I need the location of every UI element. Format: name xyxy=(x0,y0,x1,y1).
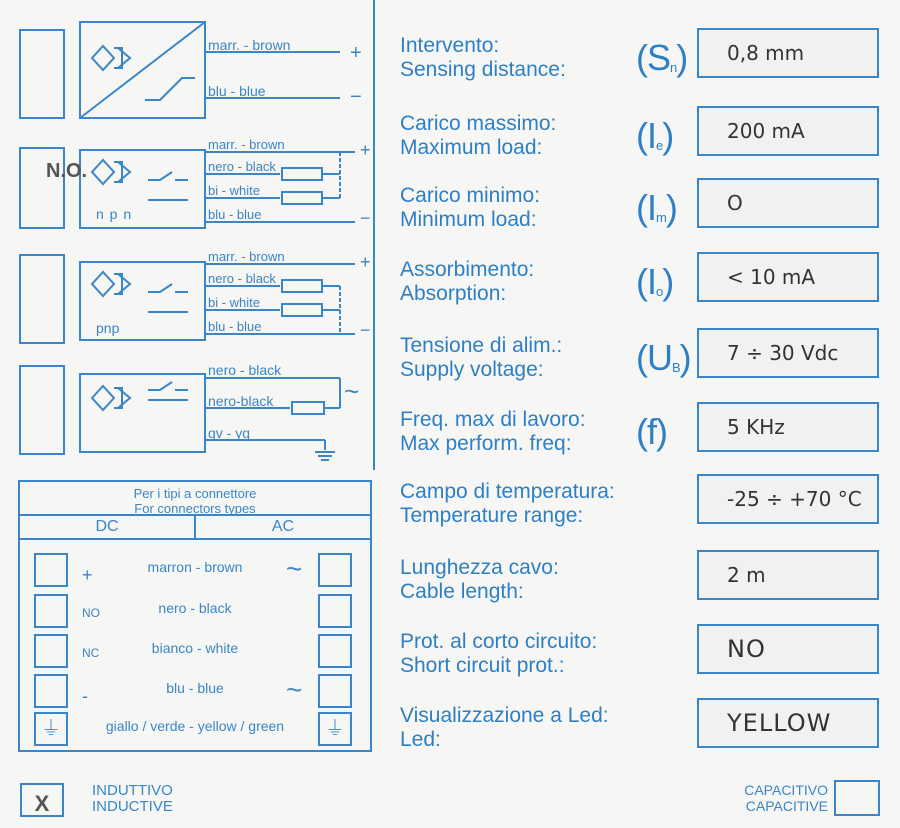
d4-wire2-label: nero-black xyxy=(208,393,274,409)
d2-wire4-label: blu - blue xyxy=(208,207,262,222)
spec-value-box xyxy=(697,252,879,302)
d1-wire1-label: marr. - brown xyxy=(208,37,291,53)
connector-left-pin xyxy=(34,674,68,708)
spec-label-it: Campo di temperatura: xyxy=(400,480,615,503)
spec-label-it: Freq. max di lavoro: xyxy=(400,408,586,431)
d1-wire2-label: blu - blue xyxy=(208,83,266,99)
capacitive-checkbox[interactable] xyxy=(834,780,880,816)
d3-wire1-label: marr. - brown xyxy=(208,249,285,264)
spec-value: -25 ÷ +70 °C xyxy=(727,487,862,511)
capacitive-label-it: CAPACITIVO xyxy=(744,782,828,798)
connector-title-en: For connectors types xyxy=(134,501,256,516)
spec-label-it: Visualizzazione a Led: xyxy=(400,704,609,727)
d3-wire2-label: nero - black xyxy=(208,271,276,286)
spec-symbol: $(U_B)$ xyxy=(636,337,691,378)
spec-value: 2 m xyxy=(727,563,766,587)
connector-ac-mark: ~ xyxy=(286,553,303,584)
spec-label-it: Assorbimento: xyxy=(400,258,535,281)
connector-right-pin xyxy=(318,553,352,587)
spec-label-en: Max perform. freq: xyxy=(400,432,572,455)
diagram-pnp xyxy=(20,255,355,343)
spec-label-it: Carico minimo: xyxy=(400,184,541,207)
selection-box xyxy=(20,30,64,118)
spec-label-it: Carico massimo: xyxy=(400,112,557,135)
selection-box xyxy=(20,366,64,454)
connector-ac-mark: ~ xyxy=(286,674,303,705)
spec-label-en: Sensing distance: xyxy=(400,58,566,81)
d2-wire2-label: nero - black xyxy=(208,159,276,174)
spec-symbol: $(I_m)$ xyxy=(636,187,677,228)
spec-value-box xyxy=(697,28,879,78)
spec-label-en: Minimum load: xyxy=(400,208,537,231)
d3-wire3-label: bi - white xyxy=(208,295,261,310)
spec-symbol: (f) xyxy=(636,411,668,452)
spec-value: 0,8 mm xyxy=(727,41,805,65)
d2-wire3-label: bi - white xyxy=(208,183,261,198)
spec-value-box xyxy=(697,624,879,674)
spec-value: O xyxy=(727,191,743,215)
inductive-label-it: INDUTTIVO xyxy=(92,782,173,799)
spec-value-box xyxy=(697,178,879,228)
npn-label: n p n xyxy=(96,206,133,222)
d3-plus: + xyxy=(360,252,371,272)
connector-dc-mark: NC xyxy=(82,646,100,660)
connector-wire-label: blu - blue xyxy=(166,680,224,696)
connector-left-pin xyxy=(34,634,68,668)
d3-minus: − xyxy=(360,320,371,340)
ac-header: AC xyxy=(271,518,295,535)
connector-right-pin xyxy=(318,674,352,708)
spec-label-en: Absorption: xyxy=(400,282,507,305)
spec-value-box xyxy=(697,402,879,452)
connector-wire-label: giallo / verde - yellow / green xyxy=(105,718,285,734)
spec-value: NO xyxy=(727,635,766,663)
spec-value-box xyxy=(697,698,879,748)
spec-value: 5 KHz xyxy=(727,415,785,439)
spec-symbol: $(I_o)$ xyxy=(636,261,674,302)
inductive-checkbox[interactable] xyxy=(20,783,64,817)
connector-dc-mark: + xyxy=(82,565,93,585)
spec-value: 7 ÷ 30 Vdc xyxy=(727,341,839,365)
spec-label-en: Cable length: xyxy=(400,580,524,603)
spec-label-it: Lunghezza cavo: xyxy=(400,556,559,579)
spec-value-box xyxy=(697,106,879,156)
spec-label-it: Intervento: xyxy=(400,34,500,57)
d2-minus: − xyxy=(360,208,371,228)
diagram-two-wire-dc xyxy=(20,22,340,118)
spec-label-en: Short circuit prot.: xyxy=(400,654,565,677)
connector-dc-mark: NO xyxy=(82,606,100,620)
connector-wire-label: marron - brown xyxy=(147,559,243,575)
spec-value-box xyxy=(697,550,879,600)
spec-value: YELLOW xyxy=(727,709,832,737)
spec-label-it: Prot. al corto circuito: xyxy=(400,630,598,653)
spec-value-box xyxy=(697,328,879,378)
d4-wire3-label: gv - yg xyxy=(208,425,251,441)
dc-header: DC xyxy=(20,516,196,538)
spec-label-it: Tensione di alim.: xyxy=(400,334,563,357)
d2-plus: + xyxy=(360,140,371,160)
spec-symbol: $(S_n)$ xyxy=(636,37,688,78)
connector-left-pin xyxy=(34,594,68,628)
d1-minus: − xyxy=(350,86,362,108)
connector-right-pin: ⏚ xyxy=(318,712,352,746)
connector-wire-label: bianco - white xyxy=(151,640,239,656)
spec-label-en: Supply voltage: xyxy=(400,358,544,381)
spec-value: 200 mA xyxy=(727,119,805,143)
spec-label-en: Temperature range: xyxy=(400,504,584,527)
connector-right-pin xyxy=(318,634,352,668)
inductive-label-en: INDUCTIVE xyxy=(92,798,173,815)
d4-wire1-label: nero - black xyxy=(208,362,282,378)
no-tag: N.O. xyxy=(46,160,88,182)
d3-wire4-label: blu - blue xyxy=(208,319,262,334)
ac-symbol: ~ xyxy=(344,376,360,406)
connector-title-it: Per i tipi a connettore xyxy=(133,486,257,501)
spec-label-en: Maximum load: xyxy=(400,136,543,159)
connector-wire-label: nero - black xyxy=(158,600,232,616)
wiring-diagrams xyxy=(0,0,380,470)
d2-wire1-label: marr. - brown xyxy=(208,137,285,152)
capacitive-label-en: CAPACITIVE xyxy=(745,798,828,814)
diagram-two-wire-ac xyxy=(20,366,340,460)
spec-value: < 10 mA xyxy=(727,265,816,289)
spec-symbol: $(I_e)$ xyxy=(636,115,674,156)
selection-box xyxy=(20,255,64,343)
spec-value-box xyxy=(697,474,879,524)
connector-left-pin: ⏚ xyxy=(34,712,68,746)
d1-plus: + xyxy=(350,42,362,64)
connector-dc-mark: - xyxy=(82,686,88,706)
inductive-check-mark: X xyxy=(34,791,50,816)
spec-label-en: Led: xyxy=(400,728,441,751)
connector-left-pin xyxy=(34,553,68,587)
pnp-label: pnp xyxy=(96,320,120,336)
connector-right-pin xyxy=(318,594,352,628)
